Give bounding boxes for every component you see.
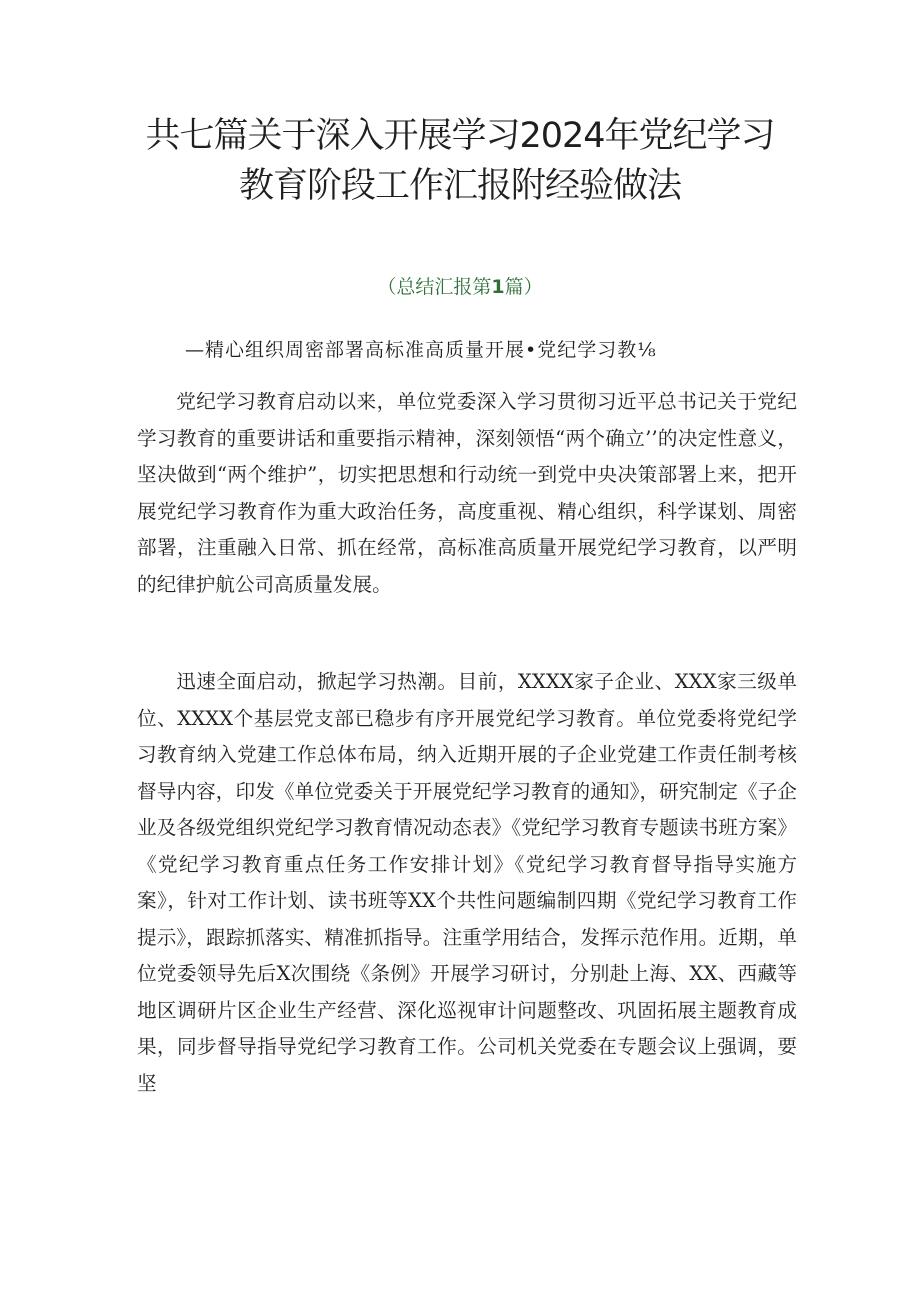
body-paragraph-1: 党纪学习教育启动以来，单位党委深入学习贯彻习近平总书记关于党纪学习教育的重要讲话和重要指示精神，深刻领悟“两个确立’’的决定性意义，坚决做到“两个维护”，切实把思想和行动统一到党中央决策部署上来，把开展党纪学习教育作为重大政治任务，高度重视、精心组织，科学谋划、周密部署，注重融入日常、抓在经常，高标准高质量开展党纪学习教育，以严明的纪律护航公司高质量发展。 bbox=[137, 390, 797, 596]
subtitle-number: 1 bbox=[491, 276, 505, 298]
body-paragraph-2: 迅速全面启动，掀起学习热潮。目前，XXXX家子企业、XXX家三级单位、XXXX个基层党支部已稳步有序开展党纪学习教育。单位党委将党纪学习教育纳入党建工作总体布局，纳入近期开展的子企业党建工作责任制考核督导内容，印发《单位党委关于开展党纪学习教育的通知》，研究制定《子企业及各级党组织党纪学习教育情况动态表》《党纪学习教育专题读书班方案》《党纪学习教育重点任务工作安排计划》《党纪学习教育督导指导实施方案》，针对工作计划、读书班等XX个共性问题编制四期《党纪学习教育工作提示》，跟踪抓落实、精准抓指导。注重学用结合，发挥示范作用。近期，单位党委领导先后X次围绕《条例》开展学习研讨，分别赴上海、XX、西藏等地区调研片区企业生产经营、深化巡视审计问题整改、巩固拓展主题教育成果，同步督导指导党纪学习教育工作。公司机关党委在专题会议上强调，要坚 bbox=[137, 670, 797, 1095]
subtitle-suffix: 篇） bbox=[504, 276, 543, 298]
subtitle-prefix: （总结汇报第 bbox=[377, 276, 492, 298]
document-subtitle bbox=[0, 274, 920, 300]
document-title-line-1: 共七篇关于深入开展学习2024年党纪学习 bbox=[145, 116, 775, 156]
section-heading: —精心组织周密部署高标准高质量开展•党纪学习教⅛ bbox=[185, 339, 657, 361]
document-title-line-2: 教育阶段工作汇报附经验做法 bbox=[238, 166, 681, 206]
